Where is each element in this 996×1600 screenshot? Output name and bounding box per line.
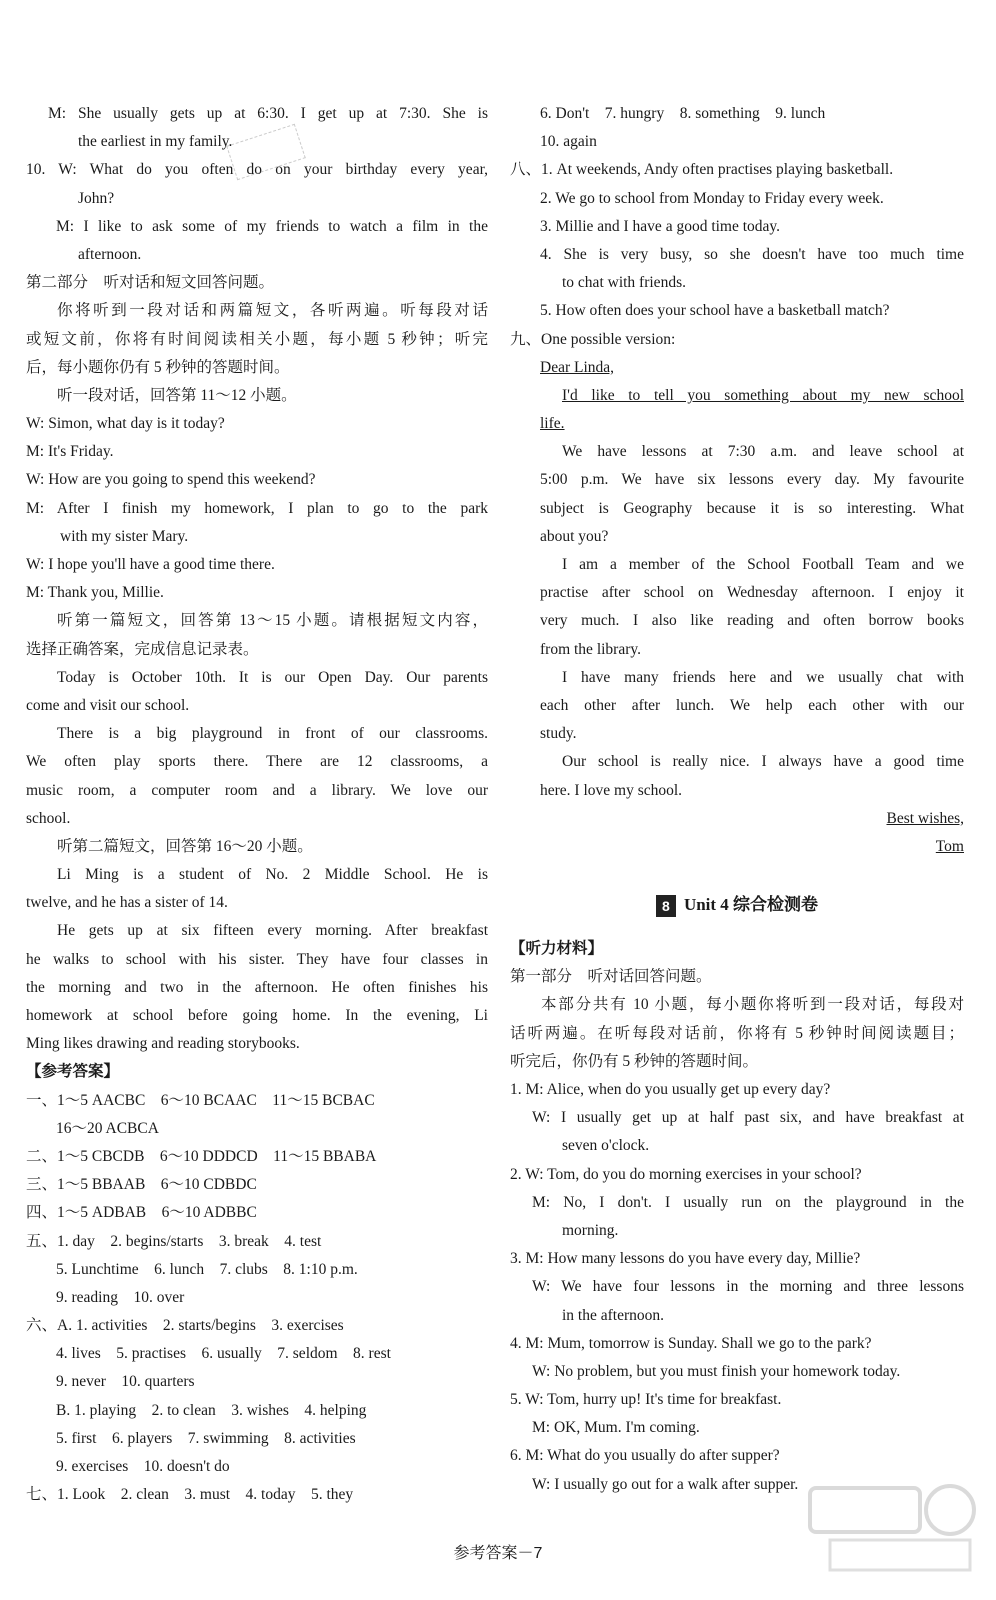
text-line: study. <box>540 725 577 743</box>
text-line: twelve, and he has a sister of 14. <box>26 894 228 912</box>
text-line: There is a big playground in front of our classrooms. <box>57 725 488 743</box>
right-column <box>510 100 964 1499</box>
text-line: I have many friends here and we usually chat with <box>562 668 964 686</box>
text-line: I am a member of the School Football Team and we <box>562 556 964 573</box>
text-line: M: After I finish my homework, I plan to go to the park <box>26 499 488 517</box>
text-line: music room, a computer room and a library. We love our <box>26 781 488 799</box>
text-line: W: I usually get up at half past six, and have breakfast at <box>532 1109 964 1127</box>
text-line: 4. She is very busy, so she doesn't have too much time <box>540 245 964 263</box>
text-line: 5. How often does your school have a basketball match? <box>540 302 890 320</box>
text-line: 听第一篇短文，回答第 13～15 小题。请根据短文内容， <box>57 612 488 630</box>
text-line: 9. reading 10. over <box>56 1288 185 1306</box>
text-line: 听第二篇短文，回答第 16～20 小题。 <box>57 837 313 855</box>
text-line: 2. W: Tom, do you do morning exercises in your school? <box>510 1165 862 1183</box>
text-line: 话听两遍。在听每段对话前，你将有 5 秒钟时间阅读题目； <box>510 1024 964 1042</box>
text-line: seven o'clock. <box>562 1137 650 1155</box>
text-line: Li Ming is a student of No. 2 Middle School. He is <box>57 866 488 884</box>
text-line: 16～20 ACBCA <box>56 1119 159 1137</box>
title-spacer <box>510 925 964 935</box>
text-line: 后，每小题你仍有 5 秒钟的答题时间。 <box>26 358 290 376</box>
text-line: 八、1. At weekends, Andy often practises playing basketball. <box>510 161 894 179</box>
text-line: M: OK, Mum. I'm coming. <box>532 1419 700 1437</box>
text-line: W: How are you going to spend this weekend? <box>26 471 316 489</box>
text-line: John? <box>78 189 115 207</box>
text-line: W: No problem, but you must finish your homework today. <box>532 1362 901 1380</box>
text-line: 六、A. 1. activities 2. starts/begins 3. exercises <box>26 1317 344 1335</box>
text-line: homework at school before going home. In the evening, Li <box>26 1007 488 1024</box>
text-line: W: Simon, what day is it today? <box>26 415 225 433</box>
text-line: Dear Linda, <box>540 358 615 376</box>
text-line: from the library. <box>540 640 641 658</box>
text-line: about you? <box>540 527 609 545</box>
text-line: 9. never 10. quarters <box>56 1373 195 1391</box>
text-line: 5. Lunchtime 6. lunch 7. clubs 8. 1:10 p.m. <box>56 1260 358 1278</box>
text-line: 6. M: What do you usually do after supper? <box>510 1447 780 1465</box>
text-line: 【参考答案】 <box>26 1063 120 1081</box>
watermark-logo <box>800 1470 980 1580</box>
text-line: 你将听到一段对话和两篇短文，各听两遍。听每段对话 <box>57 302 488 320</box>
text-line: 四、1～5 ADBAB 6～10 ADBBC <box>26 1204 257 1222</box>
text-line: come and visit our school. <box>26 696 190 714</box>
text-line: he walks to school with his sister. They have four classes in <box>26 950 488 968</box>
unit-number-badge: 8 <box>656 895 676 917</box>
text-line: in the afternoon. <box>562 1306 665 1324</box>
unit-title <box>510 885 964 925</box>
text-line: practise after school on Wednesday afternoon. I enjoy it <box>540 584 964 602</box>
text-line: 二、1～5 CBCDB 6～10 DDDCD 11～15 BBABA <box>26 1147 377 1165</box>
text-line: 五、1. day 2. begins/starts 3. break 4. test <box>26 1232 322 1250</box>
text-line: 3. M: How many lessons do you have every day, Millie? <box>510 1250 861 1268</box>
text-line: 6. Don't 7. hungry 8. something 9. lunch <box>540 105 826 122</box>
left-column <box>26 100 488 1509</box>
text-line: He gets up at six fifteen every morning. After breakfast <box>57 922 488 940</box>
text-line: 听一段对话，回答第 11～12 小题。 <box>57 386 297 404</box>
text-line: school. <box>26 809 71 827</box>
text-line: We have lessons at 7:30 a.m. and leave school at <box>562 443 964 461</box>
text-line: Best wishes, <box>886 809 964 827</box>
text-line: 5. W: Tom, hurry up! It's time for breakfast. <box>510 1391 782 1409</box>
text-line: 5. first 6. players 7. swimming 8. activities <box>56 1429 356 1447</box>
text-line: Today is October 10th. It is our Open Day. Our parents <box>57 668 488 686</box>
text-line: B. 1. playing 2. to clean 3. wishes 4. helping <box>56 1401 367 1419</box>
text-line: 2. We go to school from Monday to Friday every week. <box>540 189 884 207</box>
text-line: 或短文前，你将有时间阅读相关小题，每小题 5 秒钟；听完 <box>26 330 488 348</box>
text-line: afternoon. <box>78 245 142 263</box>
text-line: morning. <box>562 1221 619 1239</box>
text-line: M: It's Friday. <box>26 443 114 461</box>
text-line: the morning and two in the afternoon. He often finishes his <box>26 978 488 996</box>
text-line: W: I usually go out for a walk after supper. <box>532 1475 799 1493</box>
text-line: 第二部分 听对话和短文回答问题。 <box>26 274 275 292</box>
text-line: 七、1. Look 2. clean 3. must 4. today 5. they <box>26 1486 354 1504</box>
text-line: 【听力材料】 <box>510 940 604 958</box>
text-line: the earliest in my family. <box>78 133 233 151</box>
text-line: with my sister Mary. <box>60 527 189 545</box>
text-line: Our school is really nice. I always have a good time <box>562 753 964 771</box>
text-line: 第一部分 听对话回答问题。 <box>510 968 712 986</box>
text-line: here. I love my school. <box>540 781 683 799</box>
text-line: 4. lives 5. practises 6. usually 7. seldom 8. rest <box>56 1345 391 1363</box>
text-line: 一、1～5 AACBC 6～10 BCAAC 11～15 BCBAC <box>26 1091 375 1109</box>
text-line: 5:00 p.m. We have six lessons every day. My favourite <box>540 471 964 489</box>
text-line: M: I like to ask some of my friends to watch a film in the <box>56 217 488 235</box>
text-line: M: Thank you, Millie. <box>26 584 164 602</box>
text-line: I'd like to tell you something about my new school <box>562 386 964 404</box>
text-line: M: No, I don't. I usually run on the playground in the <box>532 1193 964 1211</box>
text-line: 10. W: What do you often do on your birthday every year, <box>26 161 488 179</box>
text-line: subject is Geography because it is so interesting. What <box>540 499 964 517</box>
text-line: 听完后，你仍有 5 秒钟的答题时间。 <box>510 1052 759 1070</box>
text-line: 选择正确答案，完成信息记录表。 <box>26 640 259 658</box>
text-line: 三、1～5 BBAAB 6～10 CDBDC <box>26 1176 257 1194</box>
text-line: Tom <box>935 837 964 855</box>
text-line: 九、One possible version: <box>510 330 676 348</box>
text-line: to chat with friends. <box>562 274 686 292</box>
text-line: 1. M: Alice, when do you usually get up every day? <box>510 1081 831 1098</box>
text-line: 4. M: Mum, tomorrow is Sunday. Shall we go to the park? <box>510 1334 872 1352</box>
text-line: 10. again <box>540 133 597 151</box>
text-line: Ming likes drawing and reading storybooks. <box>26 1035 300 1053</box>
right-column-bottom <box>510 935 964 1499</box>
text-line: W: I hope you'll have a good time there. <box>26 556 275 573</box>
unit-title-text: Unit 4 综合检测卷 <box>683 895 819 915</box>
right-column-top <box>510 100 964 861</box>
page-footer: 参考答案－7 <box>453 1545 543 1562</box>
text-line: very much. I also like reading and often borrow books <box>540 612 964 630</box>
text-line: W: We have four lessons in the morning and three lessons <box>532 1278 964 1296</box>
text-line: 3. Millie and I have a good time today. <box>540 217 781 235</box>
text-line: each other after lunch. We help each other with our <box>540 696 964 714</box>
text-line: life. <box>540 415 565 433</box>
text-line: M: She usually gets up at 6:30. I get up at 7:30. She is <box>48 105 488 122</box>
section-gap <box>510 861 964 885</box>
text-line: 9. exercises 10. doesn't do <box>56 1458 230 1475</box>
text-line: We often play sports there. There are 12 classrooms, a <box>26 753 488 771</box>
text-line: 本部分共有 10 小题，每小题你将听到一段对话，每段对 <box>541 996 964 1014</box>
